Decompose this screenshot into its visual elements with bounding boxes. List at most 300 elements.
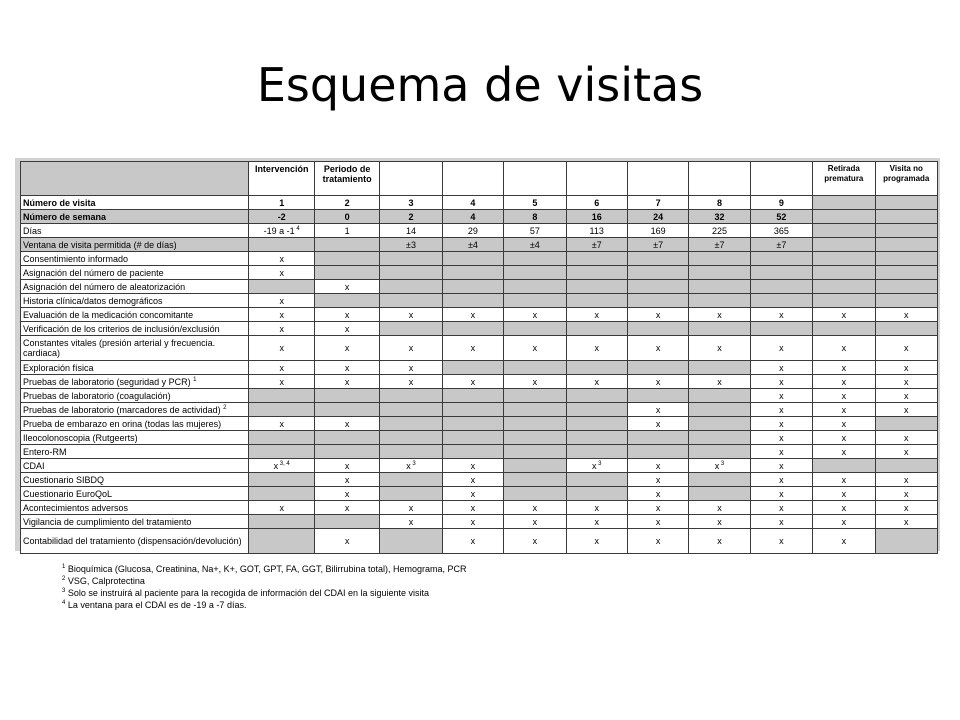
row-label-text: Pruebas de laboratorio (coagulación) <box>23 390 171 401</box>
cell-value: x <box>717 309 722 320</box>
table-row <box>21 417 938 431</box>
table-cell <box>314 280 379 294</box>
table-cell <box>504 445 566 459</box>
table-cell <box>813 308 875 322</box>
table-cell <box>813 445 875 459</box>
row-label <box>21 238 249 252</box>
table-cell <box>442 294 503 308</box>
footnote-ref: 3 <box>410 460 416 467</box>
footnote-mark: 2 <box>62 576 66 582</box>
cell-value: x <box>279 267 284 278</box>
table-cell <box>504 196 566 210</box>
cell-value: x <box>470 502 476 513</box>
cell-value: x <box>344 376 350 387</box>
table-cell <box>627 322 688 336</box>
table-cell <box>875 417 937 431</box>
cell-value: x <box>344 488 350 499</box>
cell-value: x <box>655 404 661 415</box>
row-label <box>21 389 249 403</box>
cell-value: x <box>344 281 350 292</box>
cell-value: x <box>470 536 476 546</box>
table-cell <box>380 196 442 210</box>
table-cell <box>750 336 812 361</box>
footnote-ref: 3 <box>596 460 602 467</box>
header-cell <box>442 162 503 196</box>
table-cell <box>750 252 812 266</box>
cell-value: x <box>279 502 284 513</box>
table-cell <box>504 252 566 266</box>
cell-value: x <box>470 474 476 485</box>
cell-value: x <box>841 474 847 485</box>
table-cell <box>689 529 750 554</box>
cell-value: x <box>273 460 279 471</box>
table-cell <box>566 389 627 403</box>
cell-value: x <box>779 488 784 499</box>
row-label <box>21 252 249 266</box>
table-row <box>21 515 938 529</box>
cell-value: 169 <box>650 225 666 236</box>
table-cell <box>380 501 442 515</box>
table-cell <box>442 459 503 473</box>
table-cell <box>380 238 442 252</box>
table-row <box>21 210 938 224</box>
table-cell <box>442 375 503 389</box>
table-cell <box>875 501 937 515</box>
footnote-line <box>62 599 662 611</box>
table-cell <box>314 417 379 431</box>
cell-value: x <box>594 536 599 546</box>
cell-value: x <box>779 432 784 443</box>
cell-value: x <box>532 343 538 353</box>
cell-value: x <box>779 536 784 546</box>
header-cell: Retirada prematura <box>813 162 875 196</box>
table-cell <box>380 252 442 266</box>
table-cell <box>442 473 503 487</box>
cell-value: x <box>841 390 847 401</box>
header-cell <box>380 162 442 196</box>
cell-value: 29 <box>467 225 478 236</box>
table-row <box>21 224 938 238</box>
cell-value: x <box>717 376 722 387</box>
cell-value: ±4 <box>467 239 478 250</box>
row-label <box>21 501 249 515</box>
cell-value: x <box>279 362 284 373</box>
cell-value: x <box>841 488 847 499</box>
table-cell <box>504 294 566 308</box>
table-cell <box>689 336 750 361</box>
cell-value: x <box>904 474 909 485</box>
table-cell <box>813 322 875 336</box>
table-cell <box>813 459 875 473</box>
cell-value: x <box>655 418 661 429</box>
cell-value: x <box>655 460 661 471</box>
cell-value: x <box>717 536 722 546</box>
table-row <box>21 294 938 308</box>
footnote-mark: 3 <box>62 588 66 594</box>
row-label <box>21 266 249 280</box>
table-cell <box>566 308 627 322</box>
table-cell <box>627 445 688 459</box>
cell-value: 52 <box>776 211 787 222</box>
table-cell <box>249 238 314 252</box>
cell-value: x <box>904 362 909 373</box>
table-cell <box>689 403 750 417</box>
row-label-text: Ileocolonoscopia (Rutgeerts) <box>23 432 138 443</box>
table-cell <box>249 336 314 361</box>
table-cell <box>627 431 688 445</box>
cell-value: x <box>904 432 909 443</box>
footnote-text: La ventana para el CDAI es de -19 a -7 días. <box>65 600 247 610</box>
cell-value: x <box>779 460 784 471</box>
row-label-text: Consentimiento informado <box>23 253 129 264</box>
table-cell <box>442 238 503 252</box>
cell-value: x <box>591 460 597 471</box>
row-label <box>21 361 249 375</box>
footnote-ref: 4 <box>294 225 300 232</box>
table-cell <box>314 459 379 473</box>
cell-value: 16 <box>591 211 602 222</box>
cell-value: 1 <box>344 225 350 236</box>
table-cell <box>314 308 379 322</box>
table-cell <box>314 515 379 529</box>
table-cell <box>750 322 812 336</box>
row-label-text: Constantes vitales (presión arterial y frecuencia. cardiaca) <box>23 338 216 358</box>
table-cell <box>627 529 688 554</box>
cell-value: x <box>717 502 722 513</box>
cell-value: x <box>904 502 909 513</box>
cell-value: ±7 <box>776 239 787 250</box>
table-cell <box>314 361 379 375</box>
table-cell <box>380 308 442 322</box>
table-cell <box>813 473 875 487</box>
table-cell <box>813 501 875 515</box>
visit-schedule-table <box>20 161 938 554</box>
table-cell <box>566 224 627 238</box>
cell-value: x <box>594 309 599 320</box>
table-row <box>21 501 938 515</box>
cell-value: 24 <box>653 211 664 222</box>
cell-value: x <box>408 502 414 513</box>
table-cell <box>627 196 688 210</box>
footnote-text: Bioquímica (Glucosa, Creatinina, Na+, K+, GOT, GPT, FA, GGT, Bilirrubina total), Hemograma, PCR <box>65 564 467 574</box>
row-label <box>21 336 249 361</box>
table-cell <box>314 487 379 501</box>
cell-value: x <box>841 536 847 546</box>
table-cell <box>627 487 688 501</box>
header-cell: Periodo de tratamiento <box>314 162 379 196</box>
cell-value: x <box>779 309 784 320</box>
row-label <box>21 280 249 294</box>
cell-value: x <box>841 404 847 415</box>
table-cell <box>689 375 750 389</box>
table-cell <box>249 322 314 336</box>
table-cell <box>566 487 627 501</box>
table-cell <box>504 224 566 238</box>
cell-value: x <box>594 516 599 527</box>
table-cell <box>566 322 627 336</box>
table-cell <box>813 375 875 389</box>
table-cell <box>380 322 442 336</box>
table-cell <box>504 431 566 445</box>
table-cell <box>249 280 314 294</box>
table-cell <box>875 459 937 473</box>
cell-value: x <box>655 474 661 485</box>
table-cell <box>813 417 875 431</box>
cell-value: ±3 <box>406 239 416 250</box>
cell-value: x <box>344 362 350 373</box>
cell-value: 8 <box>532 211 538 222</box>
row-label <box>21 473 249 487</box>
table-cell <box>689 361 750 375</box>
table-cell <box>249 210 314 224</box>
cell-value: x <box>904 309 909 320</box>
table-cell <box>442 196 503 210</box>
cell-value: x <box>841 516 847 527</box>
cell-value: x <box>779 362 784 373</box>
row-label <box>21 529 249 554</box>
cell-value: x <box>904 446 909 457</box>
table-cell <box>504 515 566 529</box>
table-cell <box>566 294 627 308</box>
cell-value: x <box>532 309 538 320</box>
table-cell <box>442 361 503 375</box>
table-cell <box>689 322 750 336</box>
table-cell <box>314 501 379 515</box>
table-cell <box>566 501 627 515</box>
table-row <box>21 252 938 266</box>
cell-value: x <box>470 460 476 471</box>
row-label-text: Pruebas de laboratorio (marcadores de actividad) <box>23 404 221 415</box>
cell-value: x <box>470 376 476 387</box>
cell-value: x <box>408 376 414 387</box>
table-row <box>21 389 938 403</box>
table-cell <box>380 266 442 280</box>
table-cell <box>380 336 442 361</box>
cell-value: x <box>904 343 909 353</box>
table-cell <box>442 501 503 515</box>
table-cell <box>314 224 379 238</box>
cell-value: x <box>779 390 784 401</box>
table-cell <box>689 389 750 403</box>
cell-value: x <box>779 418 784 429</box>
row-label-text: Historia clínica/datos demográficos <box>23 295 163 306</box>
cell-value: x <box>344 343 350 353</box>
table-cell <box>249 266 314 280</box>
table-cell <box>314 431 379 445</box>
row-label <box>21 294 249 308</box>
table-cell <box>249 252 314 266</box>
cell-value: x <box>779 502 784 513</box>
table-cell <box>442 529 503 554</box>
table-cell <box>813 361 875 375</box>
cell-value: x <box>344 536 350 546</box>
cell-value: 6 <box>594 197 600 208</box>
row-label <box>21 417 249 431</box>
cell-value: x <box>344 502 350 513</box>
cell-value: x <box>344 460 350 471</box>
table-cell <box>504 266 566 280</box>
table-cell <box>249 487 314 501</box>
table-cell <box>750 308 812 322</box>
table-cell <box>875 336 937 361</box>
table-cell <box>249 403 314 417</box>
table-cell <box>504 501 566 515</box>
table-row <box>21 459 938 473</box>
cell-value: x <box>779 376 784 387</box>
cell-value: x <box>408 362 414 373</box>
table-cell <box>750 501 812 515</box>
table-cell <box>442 210 503 224</box>
table-cell <box>314 322 379 336</box>
table-row <box>21 431 938 445</box>
table-cell <box>314 196 379 210</box>
table-cell <box>442 224 503 238</box>
cell-value: x <box>655 376 661 387</box>
cell-value: x <box>344 309 350 320</box>
cell-value: x <box>779 404 784 415</box>
table-cell <box>566 431 627 445</box>
table-cell <box>627 224 688 238</box>
cell-value: 225 <box>711 225 728 236</box>
table-cell <box>875 473 937 487</box>
cell-value: 113 <box>589 225 604 236</box>
table-row <box>21 196 938 210</box>
cell-value: x <box>344 418 350 429</box>
table-cell <box>504 459 566 473</box>
cell-value: x <box>841 362 847 373</box>
cell-value: x <box>470 309 476 320</box>
cell-value: x <box>841 376 847 387</box>
cell-value: x <box>279 253 284 264</box>
table-cell <box>627 501 688 515</box>
table-cell <box>380 529 442 554</box>
table-cell <box>442 487 503 501</box>
table-cell <box>314 529 379 554</box>
cell-value: x <box>904 488 909 499</box>
header-cell-empty <box>21 162 249 196</box>
table-cell <box>875 487 937 501</box>
cell-value: 365 <box>773 225 789 236</box>
table-cell <box>442 417 503 431</box>
table-cell <box>689 238 750 252</box>
table-cell <box>813 431 875 445</box>
footnote-mark: 1 <box>62 564 66 570</box>
cell-value: ±7 <box>653 239 664 250</box>
table-cell <box>627 403 688 417</box>
cell-value: x <box>779 343 784 353</box>
table-cell <box>249 224 314 238</box>
table-cell <box>566 238 627 252</box>
cell-value: x <box>717 343 722 353</box>
cell-value: ±7 <box>714 239 725 250</box>
table-cell <box>566 515 627 529</box>
cell-value: x <box>779 516 784 527</box>
table-cell <box>875 529 937 554</box>
cell-value: x <box>841 309 847 320</box>
table-cell <box>314 252 379 266</box>
table-cell <box>504 322 566 336</box>
table-cell <box>875 266 937 280</box>
table-cell <box>689 445 750 459</box>
row-label <box>21 459 249 473</box>
cell-value: 9 <box>778 197 784 208</box>
table-cell <box>314 389 379 403</box>
cell-value: x <box>344 323 350 334</box>
header-cell: Visita no programada <box>875 162 937 196</box>
table-cell <box>566 417 627 431</box>
table-cell <box>813 238 875 252</box>
table-cell <box>875 238 937 252</box>
table-cell <box>566 196 627 210</box>
table-cell <box>442 445 503 459</box>
table-cell <box>380 224 442 238</box>
cell-value: x <box>532 502 538 513</box>
table-cell <box>380 389 442 403</box>
table-cell <box>875 389 937 403</box>
row-label <box>21 375 249 389</box>
cell-value: x <box>406 460 411 471</box>
cell-value: -19 a -1 <box>263 225 295 236</box>
table-cell <box>813 266 875 280</box>
table-cell <box>813 196 875 210</box>
table-cell <box>380 375 442 389</box>
cell-value: x <box>904 390 909 401</box>
row-label <box>21 403 249 417</box>
table-cell <box>249 501 314 515</box>
cell-value: x <box>279 376 284 387</box>
table-cell <box>504 403 566 417</box>
table-cell <box>750 515 812 529</box>
table-cell <box>566 375 627 389</box>
cell-value: x <box>655 502 661 513</box>
table-cell <box>750 238 812 252</box>
table-cell <box>689 252 750 266</box>
row-label-text: Cuestionario SIBDQ <box>23 474 105 485</box>
table-cell <box>504 361 566 375</box>
table-cell <box>380 280 442 294</box>
footnote-text: VSG, Calprotectina <box>65 576 145 586</box>
table-cell <box>689 308 750 322</box>
cell-value: x <box>717 516 722 527</box>
table-cell <box>627 336 688 361</box>
table-cell <box>813 224 875 238</box>
table-cell <box>380 515 442 529</box>
footnotes <box>62 563 662 611</box>
table-cell <box>249 375 314 389</box>
row-label-text: Pruebas de laboratorio (seguridad y PCR) <box>23 376 191 387</box>
cell-value: -2 <box>277 211 286 222</box>
table-cell <box>875 375 937 389</box>
header-cell <box>627 162 688 196</box>
cell-value: x <box>904 516 909 527</box>
table-cell <box>504 389 566 403</box>
table-cell <box>249 473 314 487</box>
cell-value: x <box>279 323 284 334</box>
table-cell <box>566 459 627 473</box>
table-cell <box>689 515 750 529</box>
cell-value: 32 <box>714 211 725 222</box>
table-row <box>21 361 938 375</box>
table-cell <box>566 473 627 487</box>
table-row <box>21 375 938 389</box>
cell-value: 3 <box>408 197 414 208</box>
table-cell <box>689 459 750 473</box>
table-cell <box>813 515 875 529</box>
table-cell <box>314 238 379 252</box>
cell-value: x <box>655 488 661 499</box>
header-cell: Intervención <box>249 162 314 196</box>
footnote-ref: 3, 4 <box>278 460 290 467</box>
